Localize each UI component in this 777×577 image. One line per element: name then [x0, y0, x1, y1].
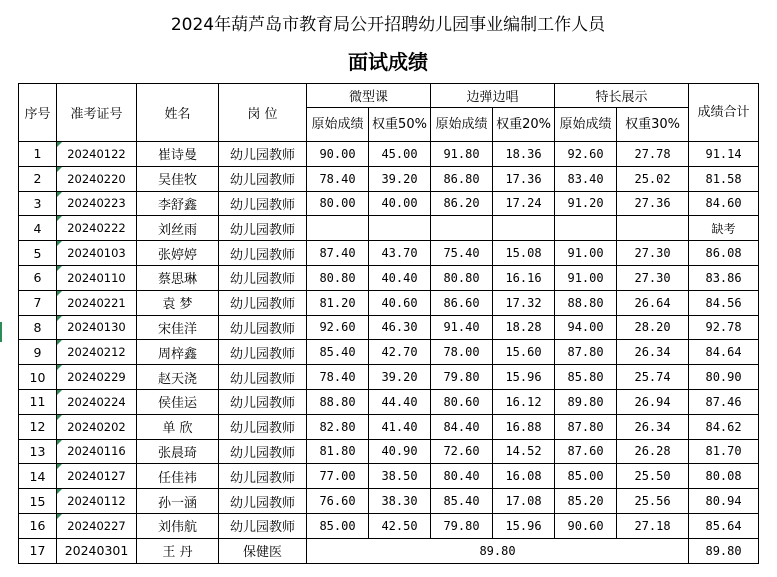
header-seq: 序号 [19, 84, 57, 142]
cell-piano-weight[interactable]: 17.32 [493, 290, 555, 315]
cell-total[interactable]: 84.60 [689, 191, 759, 216]
cell-position[interactable]: 保健医 [219, 538, 307, 563]
cell-seq[interactable]: 7 [19, 290, 57, 315]
cell-selection-marker [0, 322, 2, 342]
cell-seq[interactable]: 17 [19, 538, 57, 563]
cell-talent-raw[interactable]: 85.20 [555, 489, 617, 514]
cell-micro-raw[interactable]: 76.60 [307, 489, 369, 514]
cell-talent-raw[interactable]: 83.40 [555, 166, 617, 191]
cell-seq[interactable]: 3 [19, 191, 57, 216]
cell-piano-raw[interactable]: 91.80 [431, 142, 493, 167]
table-row [19, 365, 759, 390]
cell-piano-weight[interactable] [493, 216, 555, 241]
cell-talent-weight[interactable]: 26.34 [617, 414, 689, 439]
cell-total[interactable]: 80.08 [689, 464, 759, 489]
cell-talent-weight[interactable]: 27.30 [617, 265, 689, 290]
cell-talent-weight[interactable]: 26.94 [617, 389, 689, 414]
cell-talent-raw[interactable]: 87.80 [555, 414, 617, 439]
cell-name[interactable]: 张婷婷 [137, 241, 219, 266]
cell-piano-raw[interactable]: 84.40 [431, 414, 493, 439]
cell-total[interactable]: 81.70 [689, 439, 759, 464]
table-row-last [19, 538, 759, 563]
header-talent: 特长展示 [555, 84, 689, 108]
cell-name[interactable]: 吴佳牧 [137, 166, 219, 191]
cell-total[interactable]: 92.78 [689, 315, 759, 340]
sheet-title: 2024年葫芦岛市教育局公开招聘幼儿园事业编制工作人员 [170, 15, 606, 35]
table-row [19, 216, 759, 241]
cell-micro-raw[interactable]: 78.40 [307, 166, 369, 191]
header-talent-weight: 权重30% [617, 108, 689, 142]
cell-piano-weight[interactable]: 14.52 [493, 439, 555, 464]
cell-talent-weight[interactable]: 25.02 [617, 166, 689, 191]
cell-piano-raw[interactable]: 85.40 [431, 489, 493, 514]
table-row [19, 142, 759, 167]
table-row [19, 414, 759, 439]
cell-total[interactable]: 85.64 [689, 513, 759, 538]
cell-micro-raw[interactable]: 81.80 [307, 439, 369, 464]
cell-seq[interactable]: 6 [19, 265, 57, 290]
cell-piano-weight[interactable]: 16.12 [493, 389, 555, 414]
cell-talent-weight[interactable]: 25.50 [617, 464, 689, 489]
cell-name[interactable]: 孙一涵 [137, 489, 219, 514]
cell-position[interactable]: 幼儿园教师 [219, 489, 307, 514]
cell-seq[interactable]: 5 [19, 241, 57, 266]
cell-seq[interactable]: 2 [19, 166, 57, 191]
cell-talent-weight[interactable]: 27.36 [617, 191, 689, 216]
cell-name[interactable]: 张晨琦 [137, 439, 219, 464]
cell-talent-raw[interactable] [555, 216, 617, 241]
cell-merged-score[interactable]: 89.80 [307, 538, 689, 563]
cell-micro-weight[interactable]: 40.90 [369, 439, 431, 464]
cell-micro-weight[interactable]: 46.30 [369, 315, 431, 340]
cell-exam-no[interactable]: 20240212 [57, 340, 137, 365]
cell-micro-raw[interactable]: 82.80 [307, 414, 369, 439]
header-piano-sing: 边弹边唱 [431, 84, 555, 108]
cell-position[interactable]: 幼儿园教师 [219, 166, 307, 191]
cell-position[interactable]: 幼儿园教师 [219, 241, 307, 266]
cell-piano-weight[interactable]: 18.28 [493, 315, 555, 340]
cell-piano-raw[interactable]: 86.80 [431, 166, 493, 191]
table-row [19, 389, 759, 414]
cell-talent-weight[interactable]: 26.64 [617, 290, 689, 315]
cell-position[interactable]: 幼儿园教师 [219, 315, 307, 340]
cell-micro-weight[interactable]: 45.00 [369, 142, 431, 167]
cell-seq[interactable]: 13 [19, 439, 57, 464]
cell-total[interactable]: 84.56 [689, 290, 759, 315]
cell-total[interactable]: 80.94 [689, 489, 759, 514]
cell-micro-weight[interactable]: 42.50 [369, 513, 431, 538]
cell-micro-raw[interactable]: 77.00 [307, 464, 369, 489]
table-row [19, 513, 759, 538]
cell-name[interactable]: 单 欣 [137, 414, 219, 439]
cell-piano-weight[interactable]: 16.88 [493, 414, 555, 439]
cell-seq[interactable]: 10 [19, 365, 57, 390]
table-row [19, 265, 759, 290]
cell-talent-raw[interactable]: 94.00 [555, 315, 617, 340]
cell-position[interactable]: 幼儿园教师 [219, 265, 307, 290]
cell-micro-raw[interactable]: 87.40 [307, 241, 369, 266]
cell-talent-raw[interactable]: 91.00 [555, 241, 617, 266]
cell-seq[interactable]: 9 [19, 340, 57, 365]
cell-name[interactable]: 袁 梦 [137, 290, 219, 315]
header-position: 岗 位 [219, 84, 307, 142]
cell-piano-raw[interactable]: 78.00 [431, 340, 493, 365]
cell-talent-weight[interactable]: 27.18 [617, 513, 689, 538]
cell-talent-raw[interactable]: 89.80 [555, 389, 617, 414]
cell-talent-weight[interactable]: 27.78 [617, 142, 689, 167]
cell-piano-raw[interactable]: 75.40 [431, 241, 493, 266]
cell-micro-raw[interactable]: 85.00 [307, 513, 369, 538]
cell-name[interactable]: 任佳祎 [137, 464, 219, 489]
cell-talent-raw[interactable]: 85.80 [555, 365, 617, 390]
cell-talent-raw[interactable]: 87.80 [555, 340, 617, 365]
cell-name[interactable]: 刘丝雨 [137, 216, 219, 241]
cell-talent-raw[interactable]: 88.80 [555, 290, 617, 315]
cell-exam-no[interactable]: 20240127 [57, 464, 137, 489]
cell-piano-weight[interactable]: 16.16 [493, 265, 555, 290]
cell-exam-no[interactable]: 20240110 [57, 265, 137, 290]
cell-total[interactable]: 81.58 [689, 166, 759, 191]
table-row [19, 166, 759, 191]
cell-exam-no[interactable]: 20240130 [57, 315, 137, 340]
header-micro-weight: 权重50% [369, 108, 431, 142]
table-row [19, 464, 759, 489]
score-table [18, 83, 759, 564]
cell-piano-raw[interactable]: 72.60 [431, 439, 493, 464]
cell-name[interactable]: 王 丹 [137, 538, 219, 563]
cell-exam-no[interactable]: 20240112 [57, 489, 137, 514]
cell-piano-raw[interactable]: 86.20 [431, 191, 493, 216]
cell-seq[interactable]: 16 [19, 513, 57, 538]
cell-exam-no[interactable]: 20240224 [57, 389, 137, 414]
cell-seq[interactable]: 4 [19, 216, 57, 241]
cell-micro-raw[interactable]: 78.40 [307, 365, 369, 390]
header-name: 姓名 [137, 84, 219, 142]
cell-micro-raw[interactable]: 81.20 [307, 290, 369, 315]
table-row [19, 315, 759, 340]
cell-name[interactable]: 蔡思琳 [137, 265, 219, 290]
cell-piano-weight[interactable]: 17.24 [493, 191, 555, 216]
cell-piano-raw[interactable]: 80.80 [431, 265, 493, 290]
cell-exam-no[interactable]: 20240220 [57, 166, 137, 191]
cell-exam-no[interactable]: 20240223 [57, 191, 137, 216]
cell-exam-no[interactable]: 20240103 [57, 241, 137, 266]
cell-position[interactable]: 幼儿园教师 [219, 389, 307, 414]
cell-exam-no[interactable]: 20240116 [57, 439, 137, 464]
cell-position[interactable]: 幼儿园教师 [219, 142, 307, 167]
header-piano-weight: 权重20% [493, 108, 555, 142]
cell-exam-no[interactable]: 20240301 [57, 538, 137, 563]
cell-total[interactable]: 缺考 [689, 216, 759, 241]
cell-total[interactable]: 83.86 [689, 265, 759, 290]
cell-piano-weight[interactable]: 15.08 [493, 241, 555, 266]
cell-piano-raw[interactable] [431, 216, 493, 241]
cell-total[interactable]: 80.90 [689, 365, 759, 390]
cell-micro-raw[interactable]: 85.40 [307, 340, 369, 365]
cell-position[interactable]: 幼儿园教师 [219, 340, 307, 365]
cell-piano-weight[interactable]: 15.96 [493, 513, 555, 538]
cell-micro-raw[interactable]: 90.00 [307, 142, 369, 167]
cell-talent-raw[interactable]: 91.20 [555, 191, 617, 216]
header-total: 成绩合计 [689, 84, 759, 142]
cell-piano-raw[interactable]: 91.40 [431, 315, 493, 340]
cell-seq[interactable]: 11 [19, 389, 57, 414]
cell-exam-no[interactable]: 20240202 [57, 414, 137, 439]
cell-micro-weight[interactable]: 40.40 [369, 265, 431, 290]
cell-position[interactable]: 幼儿园教师 [219, 191, 307, 216]
cell-position[interactable]: 幼儿园教师 [219, 414, 307, 439]
sheet-subtitle: 面试成绩 [348, 50, 428, 74]
cell-piano-weight[interactable]: 15.60 [493, 340, 555, 365]
cell-piano-weight[interactable]: 16.08 [493, 464, 555, 489]
cell-piano-raw[interactable]: 79.80 [431, 365, 493, 390]
cell-micro-weight[interactable]: 41.40 [369, 414, 431, 439]
cell-name[interactable]: 宋佳洋 [137, 315, 219, 340]
table-row [19, 241, 759, 266]
cell-total[interactable]: 89.80 [689, 538, 759, 563]
cell-position[interactable]: 幼儿园教师 [219, 439, 307, 464]
cell-talent-weight[interactable]: 27.30 [617, 241, 689, 266]
cell-name[interactable]: 周梓鑫 [137, 340, 219, 365]
cell-micro-weight[interactable]: 40.00 [369, 191, 431, 216]
cell-position[interactable]: 幼儿园教师 [219, 216, 307, 241]
cell-name[interactable]: 崔诗曼 [137, 142, 219, 167]
cell-micro-weight[interactable]: 43.70 [369, 241, 431, 266]
table-row [19, 290, 759, 315]
cell-talent-raw[interactable]: 87.60 [555, 439, 617, 464]
cell-seq[interactable]: 14 [19, 464, 57, 489]
cell-talent-raw[interactable]: 85.00 [555, 464, 617, 489]
cell-piano-weight[interactable]: 17.08 [493, 489, 555, 514]
table-row [19, 489, 759, 514]
cell-talent-weight[interactable]: 28.20 [617, 315, 689, 340]
cell-exam-no[interactable]: 20240122 [57, 142, 137, 167]
cell-total[interactable]: 91.14 [689, 142, 759, 167]
header-micro-lesson: 微型课 [307, 84, 431, 108]
cell-seq[interactable]: 1 [19, 142, 57, 167]
cell-seq[interactable]: 8 [19, 315, 57, 340]
cell-micro-weight[interactable]: 38.30 [369, 489, 431, 514]
cell-position[interactable]: 幼儿园教师 [219, 464, 307, 489]
cell-position[interactable]: 幼儿园教师 [219, 365, 307, 390]
cell-micro-weight[interactable]: 40.60 [369, 290, 431, 315]
cell-micro-raw[interactable]: 92.60 [307, 315, 369, 340]
cell-micro-weight[interactable]: 44.40 [369, 389, 431, 414]
cell-micro-weight[interactable]: 39.20 [369, 166, 431, 191]
table-row [19, 191, 759, 216]
cell-micro-raw[interactable]: 80.00 [307, 191, 369, 216]
cell-piano-weight[interactable]: 18.36 [493, 142, 555, 167]
cell-exam-no[interactable]: 20240221 [57, 290, 137, 315]
cell-micro-weight[interactable]: 42.70 [369, 340, 431, 365]
cell-exam-no[interactable]: 20240227 [57, 513, 137, 538]
cell-piano-raw[interactable]: 80.40 [431, 464, 493, 489]
cell-talent-raw[interactable]: 92.60 [555, 142, 617, 167]
cell-piano-raw[interactable]: 80.60 [431, 389, 493, 414]
table-row [19, 340, 759, 365]
cell-name[interactable]: 刘伟航 [137, 513, 219, 538]
cell-total[interactable]: 87.46 [689, 389, 759, 414]
cell-position[interactable]: 幼儿园教师 [219, 290, 307, 315]
header-piano-raw: 原始成绩 [431, 108, 493, 142]
cell-talent-weight[interactable]: 26.34 [617, 340, 689, 365]
table-row [19, 439, 759, 464]
header-talent-raw: 原始成绩 [555, 108, 617, 142]
cell-total[interactable]: 84.64 [689, 340, 759, 365]
cell-exam-no[interactable]: 20240229 [57, 365, 137, 390]
cell-piano-raw[interactable]: 86.60 [431, 290, 493, 315]
cell-seq[interactable]: 15 [19, 489, 57, 514]
cell-piano-weight[interactable]: 15.96 [493, 365, 555, 390]
cell-micro-weight[interactable] [369, 216, 431, 241]
cell-name[interactable]: 赵天浇 [137, 365, 219, 390]
cell-micro-raw[interactable]: 88.80 [307, 389, 369, 414]
cell-piano-raw[interactable]: 79.80 [431, 513, 493, 538]
cell-talent-weight[interactable]: 25.74 [617, 365, 689, 390]
cell-talent-raw[interactable]: 90.60 [555, 513, 617, 538]
cell-seq[interactable]: 12 [19, 414, 57, 439]
header-row-1 [19, 84, 759, 108]
cell-name[interactable]: 侯佳运 [137, 389, 219, 414]
cell-talent-raw[interactable]: 91.00 [555, 265, 617, 290]
cell-talent-weight[interactable]: 25.56 [617, 489, 689, 514]
cell-micro-weight[interactable]: 38.50 [369, 464, 431, 489]
cell-total[interactable]: 86.08 [689, 241, 759, 266]
cell-micro-raw[interactable] [307, 216, 369, 241]
cell-talent-weight[interactable]: 26.28 [617, 439, 689, 464]
header-micro-raw: 原始成绩 [307, 108, 369, 142]
cell-position[interactable]: 幼儿园教师 [219, 513, 307, 538]
cell-name[interactable]: 李舒鑫 [137, 191, 219, 216]
cell-micro-raw[interactable]: 80.80 [307, 265, 369, 290]
cell-talent-weight[interactable] [617, 216, 689, 241]
cell-micro-weight[interactable]: 39.20 [369, 365, 431, 390]
cell-total[interactable]: 84.62 [689, 414, 759, 439]
cell-piano-weight[interactable]: 17.36 [493, 166, 555, 191]
header-exam-no: 准考证号 [57, 84, 137, 142]
cell-exam-no[interactable]: 20240222 [57, 216, 137, 241]
